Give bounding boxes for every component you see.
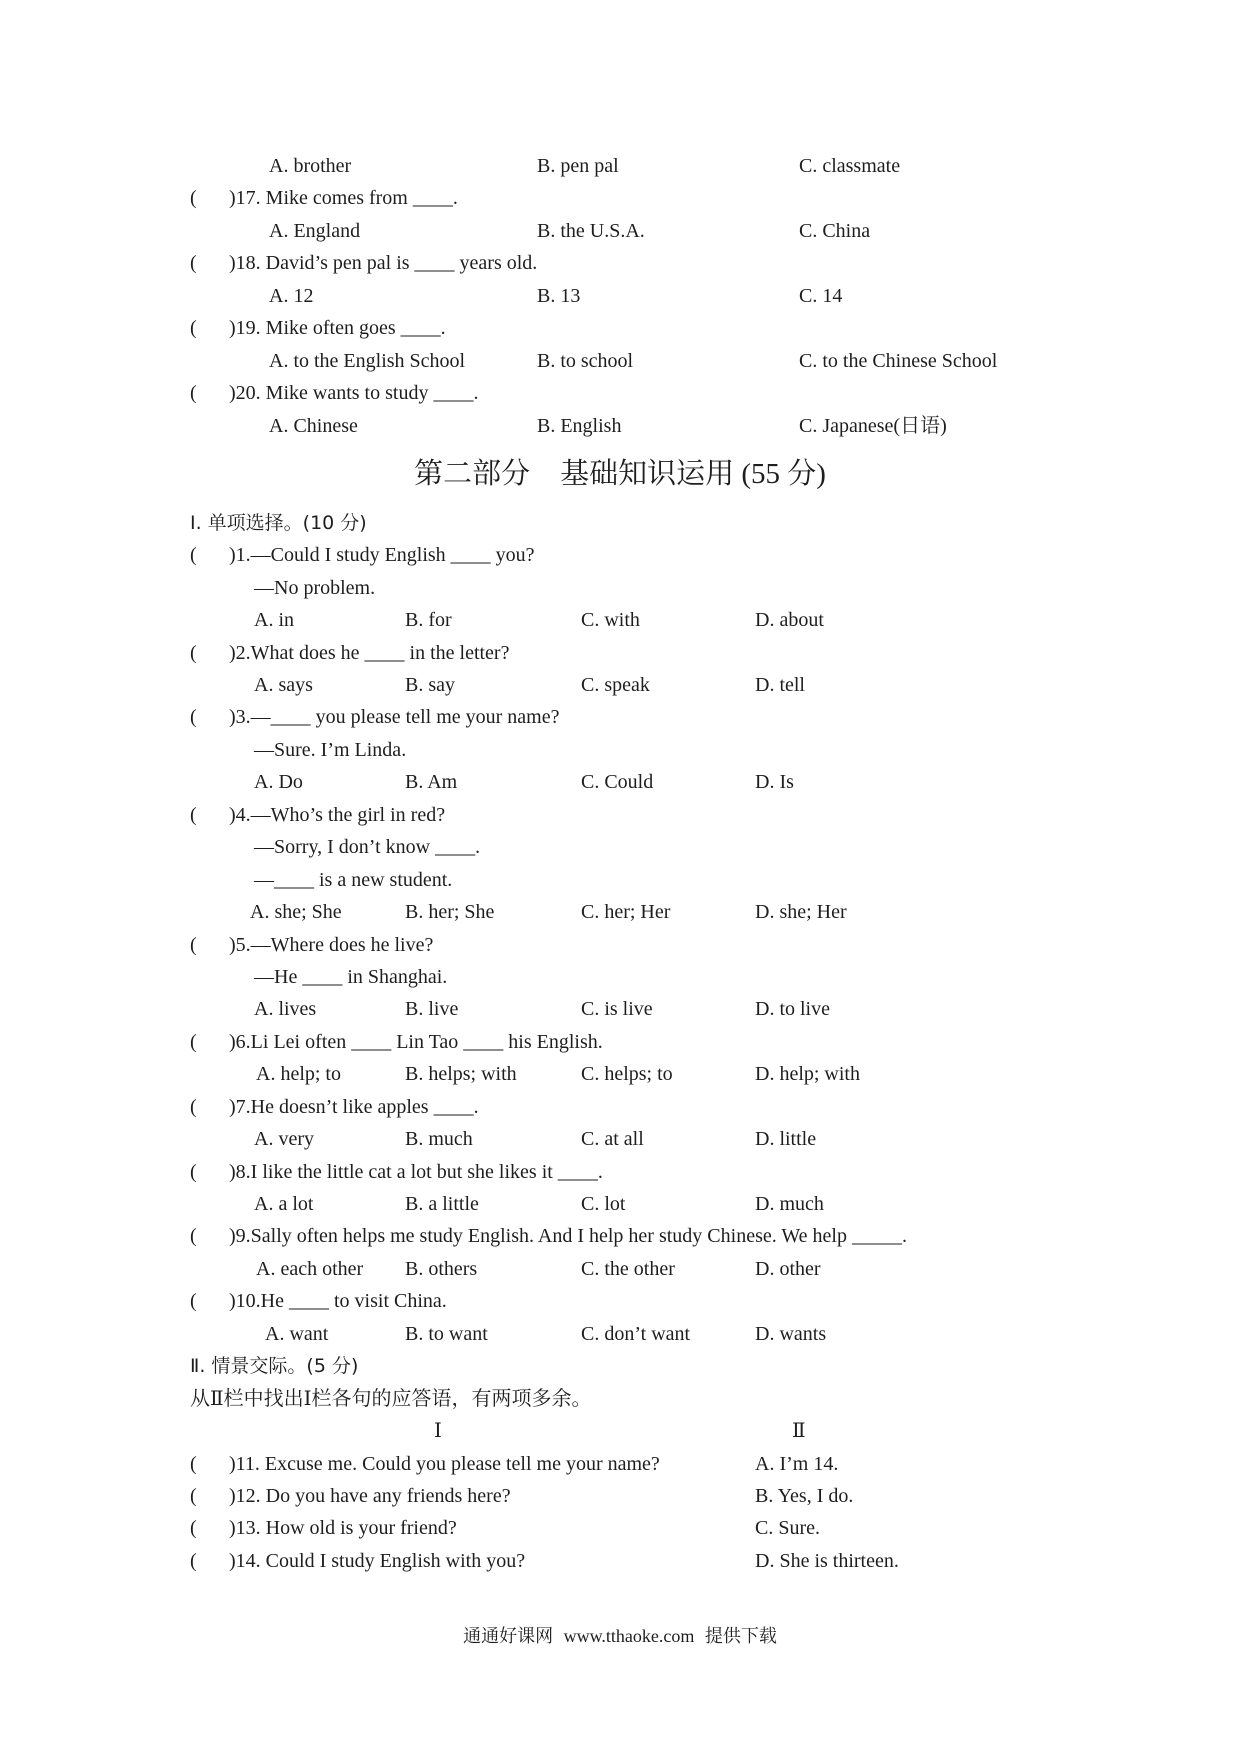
answer-bracket-close: ) [229, 706, 236, 729]
option-a: A. brother [269, 155, 352, 177]
option-b: B. pen pal [537, 155, 619, 177]
option-a: A. very [254, 1128, 314, 1151]
q4-reply-row-2 [0, 864, 1240, 896]
answer-bracket-open: ( [190, 803, 197, 826]
answer-bracket-open: ( [190, 1095, 197, 1118]
option-b: B. her; She [405, 901, 495, 924]
question-text: 7.He doesn’t like apples ____. [235, 1095, 479, 1118]
question-1 [0, 539, 1240, 571]
answer-bracket-open: ( [190, 252, 197, 275]
question-2 [0, 637, 1240, 669]
option-c: C. with [581, 609, 640, 632]
answer-bracket-close: ) [229, 1225, 236, 1248]
answer-bracket-close: ) [229, 1095, 236, 1118]
question-4 [0, 799, 1240, 831]
question-text: 11. Excuse me. Could you please tell me your name? [235, 1452, 660, 1475]
column-ii-header: Ⅱ [792, 1420, 806, 1443]
question-text: 4.—Who’s the girl in red? [235, 803, 446, 826]
option-c: C. her; Her [581, 901, 671, 924]
question-text: 9.Sally often helps me study English. And I help her study Chinese. We help _____. [235, 1225, 907, 1248]
response-option-d: D. She is thirteen. [755, 1549, 899, 1572]
q18-options-row [0, 280, 1240, 312]
option-b: B. a little [405, 1193, 479, 1216]
option-d: D. help; with [755, 1063, 860, 1086]
question-text: 10.He ____ to visit China. [235, 1290, 447, 1313]
option-a: A. England [269, 219, 361, 242]
question-text: 20. Mike wants to study ____. [235, 382, 479, 405]
response-option-c: C. Sure. [755, 1517, 820, 1540]
matching-column-headers [0, 1415, 1240, 1447]
option-a: A. says [254, 674, 313, 697]
answer-bracket-open: ( [190, 641, 197, 664]
option-d: D. much [755, 1193, 824, 1216]
part-heading [0, 442, 1240, 507]
dialogue-reply: —No problem. [254, 576, 376, 599]
question-20 [0, 377, 1240, 409]
section-instruction: 从Ⅱ栏中找出Ⅰ栏各句的应答语，有两项多余。 [190, 1387, 592, 1410]
q4-options-row [0, 896, 1240, 928]
option-c: C. China [799, 219, 871, 242]
question-11 [0, 1448, 1240, 1480]
section-heading: Ⅱ. 情景交际。(5 分) [190, 1355, 359, 1378]
question-stem [229, 312, 446, 344]
q10-options-row [0, 1318, 1240, 1350]
q2-options-row [0, 669, 1240, 701]
option-a: A. 12 [269, 284, 314, 307]
answer-bracket-close: ) [229, 1484, 236, 1507]
part-title: 第二部分 [414, 457, 531, 490]
option-b: B. much [405, 1128, 473, 1151]
answer-bracket-close: ) [229, 803, 236, 826]
option-d: D. wants [755, 1322, 827, 1345]
answer-bracket-close: ) [229, 1549, 236, 1572]
response-option-b: B. Yes, I do. [755, 1484, 854, 1507]
answer-bracket-open: ( [190, 1225, 197, 1248]
option-c: C. 14 [799, 284, 843, 307]
option-d: D. other [755, 1257, 821, 1280]
option-c: C. classmate [799, 155, 901, 177]
question-9 [0, 1220, 1240, 1252]
option-b: B. 13 [537, 284, 581, 307]
question-7 [0, 1091, 1240, 1123]
option-b: B. live [405, 998, 459, 1021]
question-text: 17. Mike comes from ____. [235, 187, 458, 210]
answer-bracket-close: ) [229, 187, 236, 210]
question-stem [229, 637, 509, 669]
option-c: C. speak [581, 674, 650, 697]
dialogue-reply: —Sure. I’m Linda. [254, 738, 407, 761]
question-stem [229, 799, 445, 831]
answer-bracket-open: ( [190, 933, 197, 956]
question-stem [229, 182, 458, 214]
question-8 [0, 1156, 1240, 1188]
option-d: D. about [755, 609, 824, 632]
question-18 [0, 247, 1240, 279]
answer-bracket-close: ) [229, 1030, 236, 1053]
answer-bracket-open: ( [190, 187, 197, 210]
answer-bracket-close: ) [229, 1517, 236, 1540]
answer-bracket-close: ) [229, 382, 236, 405]
answer-bracket-close: ) [229, 252, 236, 275]
question-19 [0, 312, 1240, 344]
question-text: 5.—Where does he live? [235, 933, 434, 956]
answer-bracket-open: ( [190, 1484, 197, 1507]
question-14 [0, 1545, 1240, 1577]
question-stem [229, 1091, 479, 1123]
option-c: C. to the Chinese School [799, 349, 998, 372]
question-stem [229, 247, 537, 279]
option-d: D. Is [755, 771, 794, 794]
option-a: A. she; She [250, 901, 342, 924]
option-c: C. Japanese(日语) [799, 414, 947, 437]
section-heading: Ⅰ. 单项选择。(10 分) [190, 511, 367, 534]
option-a: A. lives [254, 998, 317, 1021]
option-a: A. Do [254, 771, 303, 794]
question-stem [229, 377, 478, 409]
question-5 [0, 929, 1240, 961]
question-text: 1.—Could I study English ____ you? [235, 544, 535, 567]
option-c: C. at all [581, 1128, 644, 1151]
answer-bracket-close: ) [229, 1160, 236, 1183]
q16-options-row [0, 150, 1240, 182]
exam-content [0, 150, 1240, 1577]
q19-options-row [0, 345, 1240, 377]
q1-options-row [0, 604, 1240, 636]
option-b: B. to want [405, 1322, 488, 1345]
answer-bracket-open: ( [190, 1452, 197, 1475]
question-text: 19. Mike often goes ____. [235, 317, 446, 340]
question-text: 8.I like the little cat a lot but she likes it ____. [235, 1160, 603, 1183]
question-text: 18. David’s pen pal is ____ years old. [235, 252, 538, 275]
question-stem [229, 1285, 447, 1317]
q7-options-row [0, 1123, 1240, 1155]
question-12 [0, 1480, 1240, 1512]
answer-bracket-open: ( [190, 1030, 197, 1053]
option-a: A. want [265, 1322, 329, 1345]
option-b: B. for [405, 609, 452, 632]
option-c: C. don’t want [581, 1322, 691, 1345]
option-d: D. she; Her [755, 901, 847, 924]
answer-bracket-open: ( [190, 544, 197, 567]
q4-reply-row-1 [0, 831, 1240, 863]
option-c: C. lot [581, 1193, 626, 1216]
option-b: B. Am [405, 771, 458, 794]
q9-options-row [0, 1253, 1240, 1285]
question-6 [0, 1026, 1240, 1058]
q1-reply-row [0, 572, 1240, 604]
q17-options-row [0, 215, 1240, 247]
column-i-header: Ⅰ [434, 1420, 442, 1443]
answer-bracket-open: ( [190, 1160, 197, 1183]
option-d: D. tell [755, 674, 805, 697]
option-c: C. helps; to [581, 1063, 673, 1086]
section-1-heading-row [0, 507, 1240, 539]
option-a: A. help; to [256, 1063, 341, 1086]
option-b: B. to school [537, 349, 634, 372]
q5-reply-row [0, 961, 1240, 993]
option-b: B. English [537, 414, 622, 437]
answer-bracket-open: ( [190, 1517, 197, 1540]
page-footer: 通通好课网 www.tthaoke.com 提供下载 [463, 1626, 777, 1646]
section-2-instruction-row [0, 1383, 1240, 1415]
question-3 [0, 701, 1240, 733]
option-a: A. in [254, 609, 294, 632]
q3-reply-row [0, 734, 1240, 766]
question-stem [229, 929, 433, 961]
question-text: 3.—____ you please tell me your name? [235, 706, 560, 729]
option-a: A. Chinese [269, 414, 358, 437]
question-stem [229, 1480, 511, 1512]
question-stem [229, 1448, 660, 1480]
option-b: B. say [405, 674, 455, 697]
option-b: B. helps; with [405, 1063, 517, 1086]
q8-options-row [0, 1188, 1240, 1220]
answer-bracket-close: ) [229, 1290, 236, 1313]
option-c: C. is live [581, 998, 653, 1021]
dialogue-reply: —He ____ in Shanghai. [254, 965, 448, 988]
question-text: 13. How old is your friend? [235, 1517, 457, 1540]
dialogue-reply: —____ is a new student. [254, 868, 453, 891]
question-stem [229, 1512, 457, 1544]
option-d: D. little [755, 1128, 817, 1151]
section-2-heading-row [0, 1350, 1240, 1382]
answer-bracket-open: ( [190, 1549, 197, 1572]
answer-bracket-close: ) [229, 933, 236, 956]
question-stem [229, 539, 535, 571]
answer-bracket-open: ( [190, 706, 197, 729]
answer-bracket-close: ) [229, 544, 236, 567]
question-stem [229, 1026, 603, 1058]
answer-bracket-close: ) [229, 317, 236, 340]
option-b: B. others [405, 1257, 478, 1280]
question-text: 12. Do you have any friends here? [235, 1484, 511, 1507]
question-stem [229, 1220, 907, 1252]
option-a: A. a lot [254, 1193, 314, 1216]
dialogue-reply: —Sorry, I don’t know ____. [254, 836, 481, 859]
option-b: B. the U.S.A. [537, 219, 645, 242]
question-13 [0, 1512, 1240, 1544]
option-c: C. the other [581, 1257, 675, 1280]
question-10 [0, 1285, 1240, 1317]
answer-bracket-open: ( [190, 382, 197, 405]
question-stem [229, 1156, 603, 1188]
q3-options-row [0, 766, 1240, 798]
option-c: C. Could [581, 771, 654, 794]
answer-bracket-open: ( [190, 1290, 197, 1313]
response-option-a: A. I’m 14. [755, 1452, 839, 1475]
part-subtitle: 基础知识运用 (55 分) [560, 457, 826, 490]
question-stem [229, 1545, 525, 1577]
question-text: 14. Could I study English with you? [235, 1549, 526, 1572]
option-a: A. to the English School [269, 349, 466, 372]
answer-bracket-close: ) [229, 1452, 236, 1475]
q5-options-row [0, 993, 1240, 1025]
question-stem [229, 701, 559, 733]
option-a: A. each other [256, 1257, 364, 1280]
question-text: 6.Li Lei often ____ Lin Tao ____ his English. [235, 1030, 603, 1053]
answer-bracket-open: ( [190, 317, 197, 340]
question-17 [0, 182, 1240, 214]
question-text: 2.What does he ____ in the letter? [235, 641, 510, 664]
q6-options-row [0, 1058, 1240, 1090]
option-d: D. to live [755, 998, 830, 1021]
q20-options-row [0, 410, 1240, 442]
answer-bracket-close: ) [229, 641, 236, 664]
